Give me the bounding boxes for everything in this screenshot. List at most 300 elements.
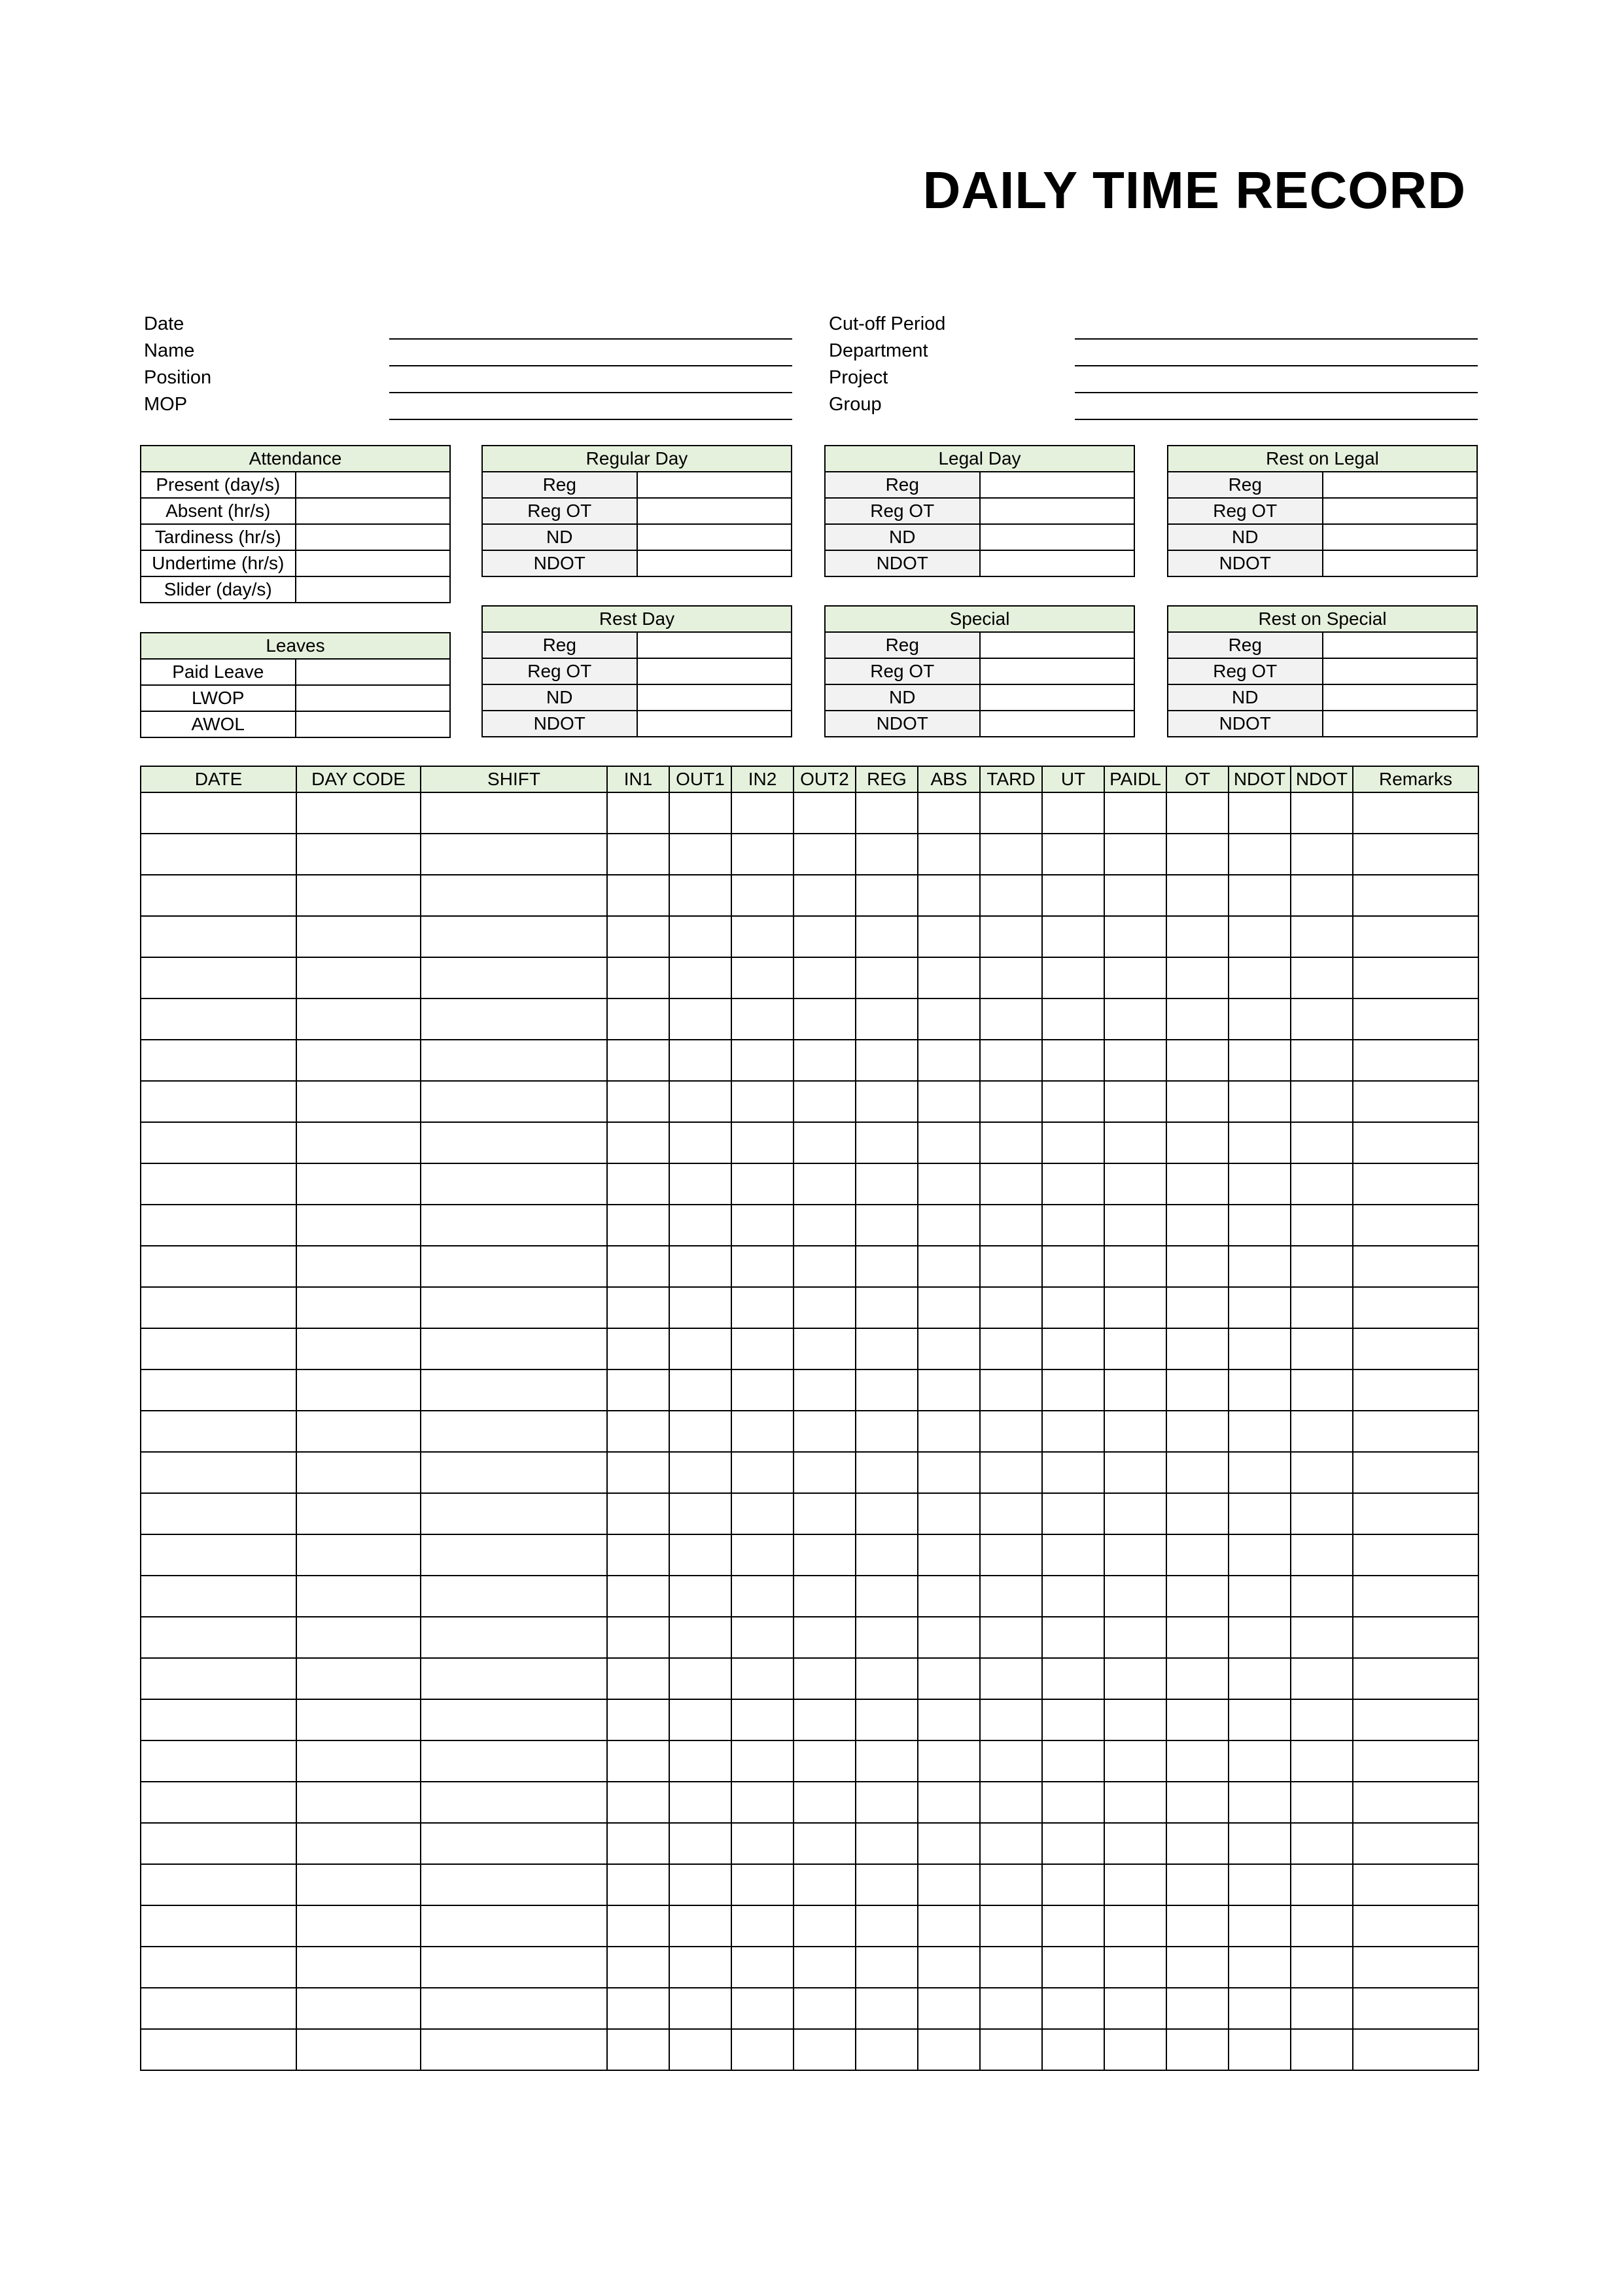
- log-entry-cell[interactable]: [1104, 1782, 1166, 1823]
- log-entry-cell[interactable]: [980, 1493, 1042, 1534]
- log-entry-cell[interactable]: [1104, 998, 1166, 1040]
- log-entry-cell[interactable]: [1042, 1122, 1104, 1163]
- log-entry-cell[interactable]: [669, 1576, 731, 1617]
- log-entry-cell[interactable]: [1166, 1452, 1229, 1493]
- log-entry-cell[interactable]: [980, 1864, 1042, 1905]
- log-entry-cell[interactable]: [1166, 1947, 1229, 1988]
- log-entry-cell[interactable]: [421, 1658, 607, 1699]
- log-entry-cell[interactable]: [607, 916, 669, 957]
- log-entry-cell[interactable]: [1229, 1864, 1291, 1905]
- log-entry-cell[interactable]: [1104, 1493, 1166, 1534]
- log-entry-cell[interactable]: [1291, 1081, 1353, 1122]
- log-entry-cell[interactable]: [1042, 1163, 1104, 1205]
- log-entry-cell[interactable]: [607, 1122, 669, 1163]
- log-entry-cell[interactable]: [731, 1905, 794, 1947]
- log-entry-cell[interactable]: [1166, 2029, 1229, 2070]
- log-entry-cell[interactable]: [856, 1163, 918, 1205]
- log-entry-cell[interactable]: [1166, 1122, 1229, 1163]
- leaves-value-cell[interactable]: [296, 685, 451, 711]
- log-entry-cell[interactable]: [1166, 1205, 1229, 1246]
- log-entry-cell[interactable]: [1291, 1740, 1353, 1782]
- log-entry-cell[interactable]: [607, 1411, 669, 1452]
- log-entry-cell[interactable]: [794, 1287, 856, 1328]
- log-entry-cell[interactable]: [731, 916, 794, 957]
- log-entry-cell[interactable]: [296, 1369, 421, 1411]
- log-entry-cell[interactable]: [421, 1246, 607, 1287]
- log-entry-cell[interactable]: [1291, 1452, 1353, 1493]
- log-entry-cell[interactable]: [607, 1246, 669, 1287]
- log-entry-cell[interactable]: [918, 1246, 980, 1287]
- log-entry-cell[interactable]: [296, 1576, 421, 1617]
- log-entry-cell[interactable]: [1353, 1081, 1478, 1122]
- log-entry-cell[interactable]: [1166, 1699, 1229, 1740]
- log-entry-cell[interactable]: [1353, 834, 1478, 875]
- log-entry-cell[interactable]: [1291, 1782, 1353, 1823]
- log-entry-cell[interactable]: [421, 1040, 607, 1081]
- log-entry-cell[interactable]: [1166, 1864, 1229, 1905]
- log-entry-cell[interactable]: [421, 1864, 607, 1905]
- field-line-department[interactable]: [1075, 365, 1478, 366]
- log-entry-cell[interactable]: [141, 1040, 296, 1081]
- log-entry-cell[interactable]: [1166, 1658, 1229, 1699]
- log-entry-cell[interactable]: [856, 1864, 918, 1905]
- log-entry-cell[interactable]: [607, 1823, 669, 1864]
- log-entry-cell[interactable]: [669, 792, 731, 834]
- log-entry-cell[interactable]: [980, 1081, 1042, 1122]
- log-entry-cell[interactable]: [1042, 1452, 1104, 1493]
- log-entry-cell[interactable]: [607, 1988, 669, 2029]
- log-entry-cell[interactable]: [980, 834, 1042, 875]
- log-entry-cell[interactable]: [794, 957, 856, 998]
- log-entry-cell[interactable]: [1166, 998, 1229, 1040]
- field-line-cutoff-period[interactable]: [1075, 338, 1478, 340]
- log-entry-cell[interactable]: [669, 1699, 731, 1740]
- log-entry-cell[interactable]: [1229, 1658, 1291, 1699]
- log-entry-cell[interactable]: [1291, 834, 1353, 875]
- log-entry-cell[interactable]: [980, 1782, 1042, 1823]
- log-entry-cell[interactable]: [856, 1122, 918, 1163]
- log-entry-cell[interactable]: [856, 1411, 918, 1452]
- log-entry-cell[interactable]: [794, 1081, 856, 1122]
- log-entry-cell[interactable]: [607, 1905, 669, 1947]
- log-entry-cell[interactable]: [794, 1205, 856, 1246]
- regular-day-value-cell[interactable]: [637, 550, 792, 576]
- log-entry-cell[interactable]: [1229, 1617, 1291, 1658]
- log-entry-cell[interactable]: [794, 998, 856, 1040]
- log-entry-cell[interactable]: [141, 875, 296, 916]
- log-entry-cell[interactable]: [731, 1864, 794, 1905]
- log-entry-cell[interactable]: [856, 1823, 918, 1864]
- log-entry-cell[interactable]: [1166, 1782, 1229, 1823]
- log-entry-cell[interactable]: [1104, 1576, 1166, 1617]
- log-entry-cell[interactable]: [918, 1576, 980, 1617]
- log-entry-cell[interactable]: [794, 1617, 856, 1658]
- log-entry-cell[interactable]: [1166, 1287, 1229, 1328]
- log-entry-cell[interactable]: [669, 1947, 731, 1988]
- log-entry-cell[interactable]: [141, 2029, 296, 2070]
- log-entry-cell[interactable]: [918, 1988, 980, 2029]
- log-entry-cell[interactable]: [607, 1081, 669, 1122]
- log-entry-cell[interactable]: [1291, 1040, 1353, 1081]
- log-entry-cell[interactable]: [980, 875, 1042, 916]
- log-entry-cell[interactable]: [980, 1452, 1042, 1493]
- rest-day-value-cell[interactable]: [637, 658, 792, 684]
- log-entry-cell[interactable]: [856, 1040, 918, 1081]
- log-entry-cell[interactable]: [918, 1122, 980, 1163]
- log-entry-cell[interactable]: [1353, 998, 1478, 1040]
- log-entry-cell[interactable]: [856, 2029, 918, 2070]
- log-entry-cell[interactable]: [1104, 1328, 1166, 1369]
- log-entry-cell[interactable]: [980, 1122, 1042, 1163]
- log-entry-cell[interactable]: [1291, 998, 1353, 1040]
- field-line-mop[interactable]: [389, 419, 792, 420]
- log-entry-cell[interactable]: [141, 957, 296, 998]
- log-entry-cell[interactable]: [794, 1782, 856, 1823]
- log-entry-cell[interactable]: [141, 1328, 296, 1369]
- log-entry-cell[interactable]: [1229, 875, 1291, 916]
- log-entry-cell[interactable]: [918, 1782, 980, 1823]
- log-entry-cell[interactable]: [918, 1658, 980, 1699]
- log-entry-cell[interactable]: [296, 1658, 421, 1699]
- log-entry-cell[interactable]: [1104, 1452, 1166, 1493]
- log-entry-cell[interactable]: [669, 2029, 731, 2070]
- log-entry-cell[interactable]: [1104, 1246, 1166, 1287]
- log-entry-cell[interactable]: [1229, 1493, 1291, 1534]
- log-entry-cell[interactable]: [980, 1163, 1042, 1205]
- log-entry-cell[interactable]: [794, 1658, 856, 1699]
- log-entry-cell[interactable]: [1042, 1040, 1104, 1081]
- log-entry-cell[interactable]: [1353, 1534, 1478, 1576]
- log-entry-cell[interactable]: [296, 1246, 421, 1287]
- log-entry-cell[interactable]: [856, 916, 918, 957]
- log-entry-cell[interactable]: [731, 1617, 794, 1658]
- log-entry-cell[interactable]: [1353, 1122, 1478, 1163]
- field-line-date[interactable]: [389, 338, 792, 340]
- log-entry-cell[interactable]: [1104, 875, 1166, 916]
- log-entry-cell[interactable]: [607, 1658, 669, 1699]
- log-entry-cell[interactable]: [856, 998, 918, 1040]
- log-entry-cell[interactable]: [421, 1411, 607, 1452]
- log-entry-cell[interactable]: [421, 1905, 607, 1947]
- log-entry-cell[interactable]: [1042, 916, 1104, 957]
- log-entry-cell[interactable]: [794, 1905, 856, 1947]
- log-entry-cell[interactable]: [980, 1740, 1042, 1782]
- log-entry-cell[interactable]: [421, 957, 607, 998]
- log-entry-cell[interactable]: [607, 875, 669, 916]
- log-entry-cell[interactable]: [731, 875, 794, 916]
- log-entry-cell[interactable]: [856, 1740, 918, 1782]
- legal-day-value-cell[interactable]: [980, 524, 1135, 550]
- log-entry-cell[interactable]: [1353, 1328, 1478, 1369]
- rest-on-special-value-cell[interactable]: [1323, 658, 1478, 684]
- log-entry-cell[interactable]: [669, 1905, 731, 1947]
- log-entry-cell[interactable]: [1229, 1988, 1291, 2029]
- log-entry-cell[interactable]: [1291, 1823, 1353, 1864]
- log-entry-cell[interactable]: [421, 834, 607, 875]
- log-entry-cell[interactable]: [731, 834, 794, 875]
- log-entry-cell[interactable]: [794, 1947, 856, 1988]
- log-entry-cell[interactable]: [669, 834, 731, 875]
- log-entry-cell[interactable]: [1104, 1823, 1166, 1864]
- log-entry-cell[interactable]: [141, 1452, 296, 1493]
- log-entry-cell[interactable]: [1104, 1699, 1166, 1740]
- log-entry-cell[interactable]: [794, 1328, 856, 1369]
- log-entry-cell[interactable]: [794, 916, 856, 957]
- log-entry-cell[interactable]: [1229, 1947, 1291, 1988]
- log-entry-cell[interactable]: [918, 1411, 980, 1452]
- log-entry-cell[interactable]: [918, 1534, 980, 1576]
- log-entry-cell[interactable]: [669, 1740, 731, 1782]
- log-entry-cell[interactable]: [1104, 1905, 1166, 1947]
- log-entry-cell[interactable]: [296, 1122, 421, 1163]
- log-entry-cell[interactable]: [1042, 1081, 1104, 1122]
- rest-day-value-cell[interactable]: [637, 711, 792, 737]
- rest-on-legal-value-cell[interactable]: [1323, 472, 1478, 498]
- log-entry-cell[interactable]: [141, 1740, 296, 1782]
- log-entry-cell[interactable]: [669, 1040, 731, 1081]
- log-entry-cell[interactable]: [296, 957, 421, 998]
- log-entry-cell[interactable]: [1229, 957, 1291, 998]
- log-entry-cell[interactable]: [918, 998, 980, 1040]
- log-entry-cell[interactable]: [1166, 1740, 1229, 1782]
- log-entry-cell[interactable]: [1166, 1246, 1229, 1287]
- log-entry-cell[interactable]: [1042, 1534, 1104, 1576]
- log-entry-cell[interactable]: [856, 1905, 918, 1947]
- log-entry-cell[interactable]: [1353, 1782, 1478, 1823]
- field-line-project[interactable]: [1075, 392, 1478, 393]
- rest-on-legal-value-cell[interactable]: [1323, 498, 1478, 524]
- log-entry-cell[interactable]: [296, 1823, 421, 1864]
- log-entry-cell[interactable]: [856, 1947, 918, 1988]
- log-entry-cell[interactable]: [980, 2029, 1042, 2070]
- log-entry-cell[interactable]: [794, 1493, 856, 1534]
- log-entry-cell[interactable]: [1353, 1864, 1478, 1905]
- log-entry-cell[interactable]: [296, 1905, 421, 1947]
- log-entry-cell[interactable]: [918, 1617, 980, 1658]
- log-entry-cell[interactable]: [856, 875, 918, 916]
- log-entry-cell[interactable]: [794, 1864, 856, 1905]
- log-entry-cell[interactable]: [731, 1287, 794, 1328]
- log-entry-cell[interactable]: [421, 875, 607, 916]
- log-entry-cell[interactable]: [1291, 1122, 1353, 1163]
- log-entry-cell[interactable]: [794, 1452, 856, 1493]
- log-entry-cell[interactable]: [1104, 1369, 1166, 1411]
- log-entry-cell[interactable]: [918, 1823, 980, 1864]
- log-entry-cell[interactable]: [1042, 957, 1104, 998]
- log-entry-cell[interactable]: [1104, 1658, 1166, 1699]
- legal-day-value-cell[interactable]: [980, 472, 1135, 498]
- log-entry-cell[interactable]: [1229, 998, 1291, 1040]
- log-entry-cell[interactable]: [1104, 1040, 1166, 1081]
- log-entry-cell[interactable]: [421, 1534, 607, 1576]
- log-entry-cell[interactable]: [1229, 834, 1291, 875]
- log-entry-cell[interactable]: [1104, 1411, 1166, 1452]
- log-entry-cell[interactable]: [607, 957, 669, 998]
- log-entry-cell[interactable]: [731, 1081, 794, 1122]
- log-entry-cell[interactable]: [731, 1740, 794, 1782]
- log-entry-cell[interactable]: [421, 1452, 607, 1493]
- log-entry-cell[interactable]: [1042, 1905, 1104, 1947]
- log-entry-cell[interactable]: [731, 1246, 794, 1287]
- log-entry-cell[interactable]: [421, 1740, 607, 1782]
- log-entry-cell[interactable]: [607, 1699, 669, 1740]
- log-entry-cell[interactable]: [980, 1658, 1042, 1699]
- log-entry-cell[interactable]: [421, 792, 607, 834]
- log-entry-cell[interactable]: [980, 1617, 1042, 1658]
- log-entry-cell[interactable]: [296, 1328, 421, 1369]
- log-entry-cell[interactable]: [421, 1576, 607, 1617]
- log-entry-cell[interactable]: [1229, 1369, 1291, 1411]
- log-entry-cell[interactable]: [669, 1864, 731, 1905]
- log-entry-cell[interactable]: [296, 1782, 421, 1823]
- log-entry-cell[interactable]: [421, 1081, 607, 1122]
- log-entry-cell[interactable]: [421, 1287, 607, 1328]
- log-entry-cell[interactable]: [1291, 916, 1353, 957]
- special-value-cell[interactable]: [980, 711, 1135, 737]
- log-entry-cell[interactable]: [794, 1823, 856, 1864]
- log-entry-cell[interactable]: [669, 1163, 731, 1205]
- log-entry-cell[interactable]: [421, 1823, 607, 1864]
- log-entry-cell[interactable]: [296, 792, 421, 834]
- log-entry-cell[interactable]: [1229, 1205, 1291, 1246]
- special-value-cell[interactable]: [980, 632, 1135, 658]
- log-entry-cell[interactable]: [1042, 2029, 1104, 2070]
- log-entry-cell[interactable]: [1291, 792, 1353, 834]
- log-entry-cell[interactable]: [1104, 1163, 1166, 1205]
- log-entry-cell[interactable]: [1166, 1576, 1229, 1617]
- log-entry-cell[interactable]: [1104, 1864, 1166, 1905]
- log-entry-cell[interactable]: [1291, 1328, 1353, 1369]
- log-entry-cell[interactable]: [1291, 1534, 1353, 1576]
- rest-day-value-cell[interactable]: [637, 684, 792, 711]
- log-entry-cell[interactable]: [421, 1988, 607, 2029]
- log-entry-cell[interactable]: [731, 1369, 794, 1411]
- log-entry-cell[interactable]: [421, 1699, 607, 1740]
- log-entry-cell[interactable]: [1353, 1576, 1478, 1617]
- log-entry-cell[interactable]: [296, 1947, 421, 1988]
- log-entry-cell[interactable]: [980, 1205, 1042, 1246]
- log-entry-cell[interactable]: [794, 1576, 856, 1617]
- log-entry-cell[interactable]: [1166, 1988, 1229, 2029]
- log-entry-cell[interactable]: [918, 1287, 980, 1328]
- log-entry-cell[interactable]: [1104, 1988, 1166, 2029]
- log-entry-cell[interactable]: [421, 1163, 607, 1205]
- log-entry-cell[interactable]: [669, 1411, 731, 1452]
- log-entry-cell[interactable]: [141, 1988, 296, 2029]
- log-entry-cell[interactable]: [856, 1452, 918, 1493]
- log-entry-cell[interactable]: [1104, 1534, 1166, 1576]
- log-entry-cell[interactable]: [1353, 1040, 1478, 1081]
- log-entry-cell[interactable]: [918, 1905, 980, 1947]
- log-entry-cell[interactable]: [1291, 2029, 1353, 2070]
- log-entry-cell[interactable]: [1042, 834, 1104, 875]
- log-entry-cell[interactable]: [421, 1947, 607, 1988]
- log-entry-cell[interactable]: [794, 1163, 856, 1205]
- log-entry-cell[interactable]: [141, 1287, 296, 1328]
- log-entry-cell[interactable]: [1229, 1040, 1291, 1081]
- log-entry-cell[interactable]: [141, 1947, 296, 1988]
- log-entry-cell[interactable]: [669, 998, 731, 1040]
- log-entry-cell[interactable]: [856, 957, 918, 998]
- log-entry-cell[interactable]: [856, 1205, 918, 1246]
- log-entry-cell[interactable]: [980, 1905, 1042, 1947]
- log-entry-cell[interactable]: [1229, 1823, 1291, 1864]
- log-entry-cell[interactable]: [421, 998, 607, 1040]
- log-entry-cell[interactable]: [731, 1493, 794, 1534]
- log-entry-cell[interactable]: [731, 1452, 794, 1493]
- log-entry-cell[interactable]: [918, 1699, 980, 1740]
- log-entry-cell[interactable]: [1291, 1905, 1353, 1947]
- log-entry-cell[interactable]: [141, 1369, 296, 1411]
- log-entry-cell[interactable]: [1291, 1617, 1353, 1658]
- log-entry-cell[interactable]: [1166, 1617, 1229, 1658]
- log-entry-cell[interactable]: [1104, 1122, 1166, 1163]
- log-entry-cell[interactable]: [1229, 792, 1291, 834]
- log-entry-cell[interactable]: [1353, 1205, 1478, 1246]
- log-entry-cell[interactable]: [1104, 916, 1166, 957]
- log-entry-cell[interactable]: [980, 792, 1042, 834]
- log-entry-cell[interactable]: [1353, 1617, 1478, 1658]
- log-entry-cell[interactable]: [296, 875, 421, 916]
- log-entry-cell[interactable]: [421, 1328, 607, 1369]
- log-entry-cell[interactable]: [1104, 2029, 1166, 2070]
- attendance-value-cell[interactable]: [296, 498, 451, 524]
- log-entry-cell[interactable]: [1166, 957, 1229, 998]
- log-entry-cell[interactable]: [918, 1081, 980, 1122]
- log-entry-cell[interactable]: [918, 1369, 980, 1411]
- log-entry-cell[interactable]: [141, 1617, 296, 1658]
- log-entry-cell[interactable]: [1353, 792, 1478, 834]
- log-entry-cell[interactable]: [607, 1369, 669, 1411]
- log-entry-cell[interactable]: [731, 1782, 794, 1823]
- log-entry-cell[interactable]: [296, 1163, 421, 1205]
- log-entry-cell[interactable]: [1229, 1246, 1291, 1287]
- log-entry-cell[interactable]: [607, 834, 669, 875]
- log-entry-cell[interactable]: [794, 1411, 856, 1452]
- log-entry-cell[interactable]: [794, 2029, 856, 2070]
- log-entry-cell[interactable]: [1353, 1699, 1478, 1740]
- log-entry-cell[interactable]: [1291, 1246, 1353, 1287]
- log-entry-cell[interactable]: [607, 1782, 669, 1823]
- log-entry-cell[interactable]: [794, 1534, 856, 1576]
- attendance-value-cell[interactable]: [296, 576, 451, 603]
- log-entry-cell[interactable]: [421, 1205, 607, 1246]
- log-entry-cell[interactable]: [1042, 1988, 1104, 2029]
- log-entry-cell[interactable]: [794, 792, 856, 834]
- log-entry-cell[interactable]: [1166, 1081, 1229, 1122]
- log-entry-cell[interactable]: [1166, 875, 1229, 916]
- log-entry-cell[interactable]: [141, 834, 296, 875]
- log-entry-cell[interactable]: [1042, 792, 1104, 834]
- log-entry-cell[interactable]: [607, 792, 669, 834]
- log-entry-cell[interactable]: [607, 1452, 669, 1493]
- log-entry-cell[interactable]: [607, 1947, 669, 1988]
- log-entry-cell[interactable]: [794, 1988, 856, 2029]
- log-entry-cell[interactable]: [731, 2029, 794, 2070]
- log-entry-cell[interactable]: [421, 916, 607, 957]
- log-entry-cell[interactable]: [296, 2029, 421, 2070]
- log-entry-cell[interactable]: [669, 1534, 731, 1576]
- log-entry-cell[interactable]: [1166, 1823, 1229, 1864]
- log-entry-cell[interactable]: [1166, 1369, 1229, 1411]
- log-entry-cell[interactable]: [1353, 2029, 1478, 2070]
- log-entry-cell[interactable]: [731, 1163, 794, 1205]
- log-entry-cell[interactable]: [794, 1040, 856, 1081]
- rest-on-special-value-cell[interactable]: [1323, 632, 1478, 658]
- log-entry-cell[interactable]: [296, 1040, 421, 1081]
- log-entry-cell[interactable]: [1042, 998, 1104, 1040]
- log-entry-cell[interactable]: [669, 1081, 731, 1122]
